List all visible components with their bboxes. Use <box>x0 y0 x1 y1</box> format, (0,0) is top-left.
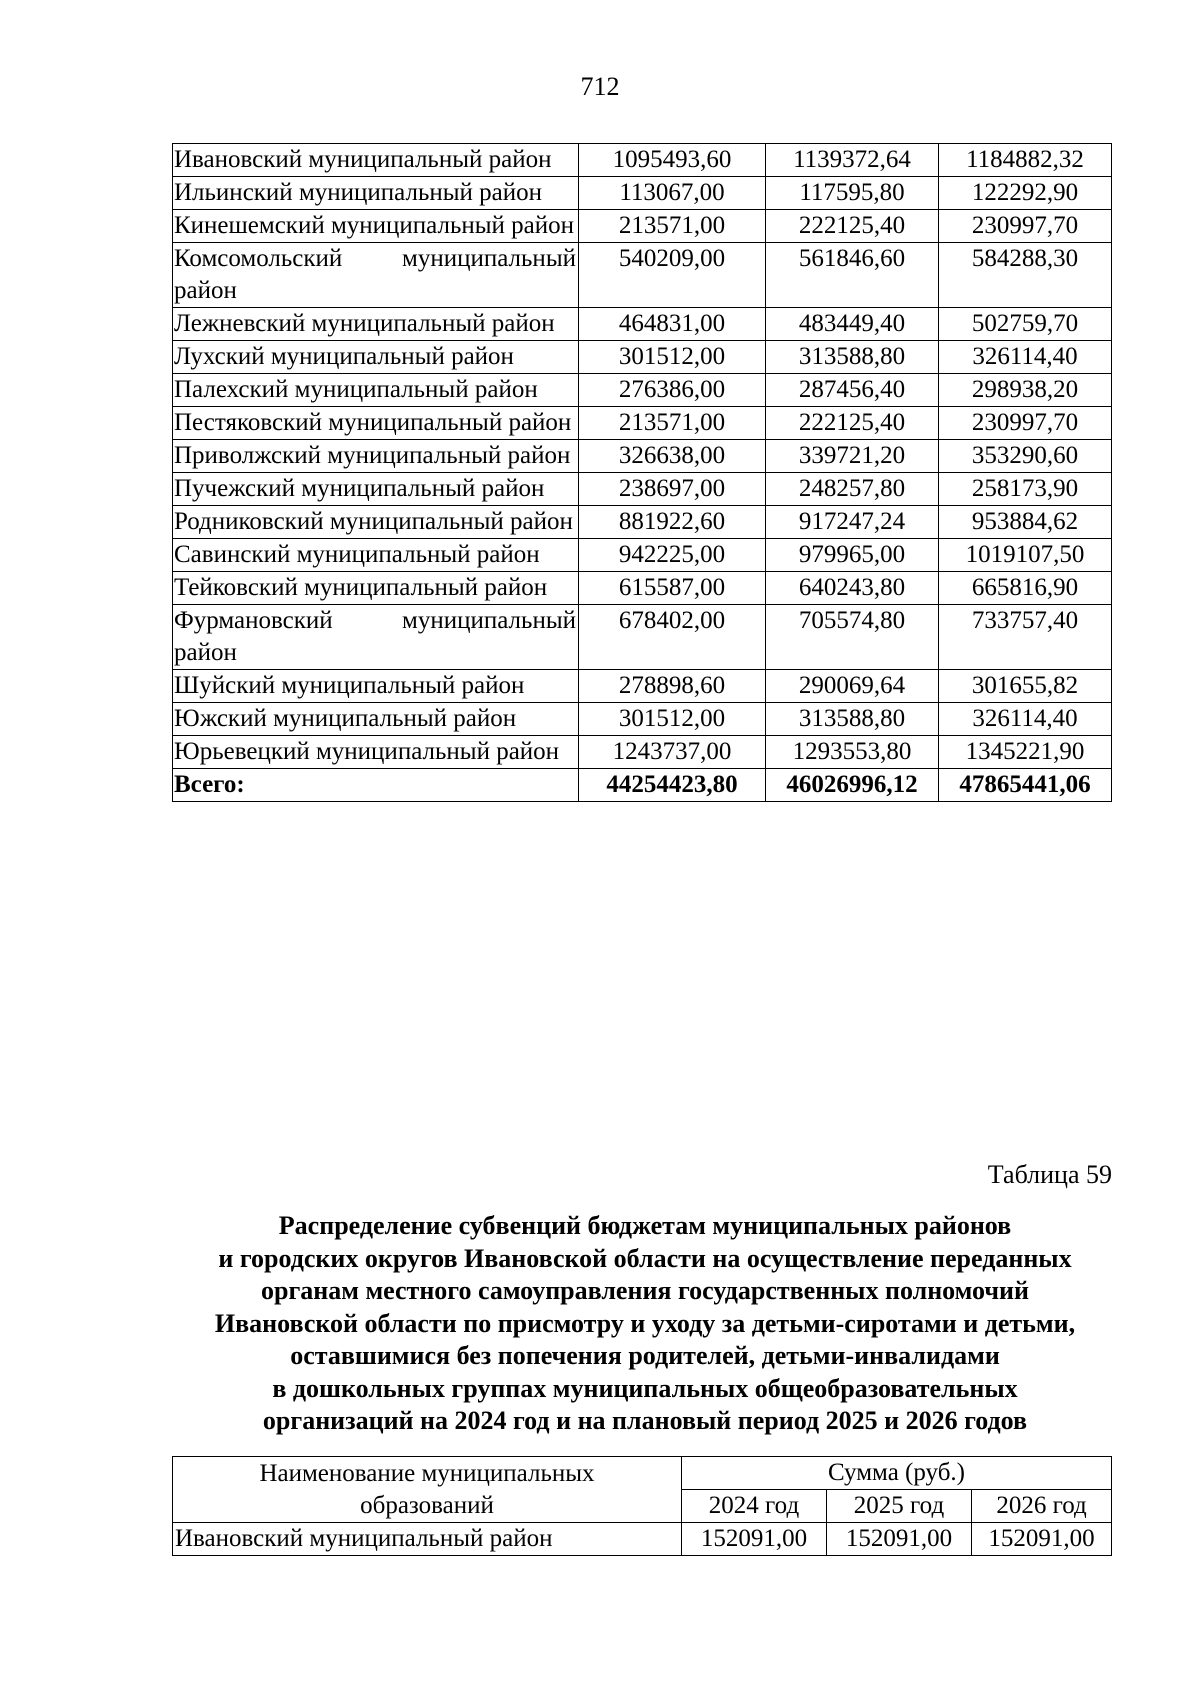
table-row <box>173 243 1112 308</box>
amount-2024-cell: 678402,00 <box>579 605 766 670</box>
total-label-cell: Всего: <box>173 769 579 802</box>
district-name-cell: Савинский муниципальный район <box>173 539 579 572</box>
table-header <box>173 1457 1112 1523</box>
amount-2024-cell: 213571,00 <box>579 210 766 243</box>
table-row <box>173 210 1112 243</box>
title-line: Ивановской области по присмотру и уходу за детьми-сиротами и детьми, <box>214 1308 1076 1338</box>
amount-2024-cell: 276386,00 <box>579 374 766 407</box>
table-title <box>140 1210 1150 1438</box>
total-2024-cell: 44254423,80 <box>579 769 766 802</box>
amount-2024-cell: 881922,60 <box>579 506 766 539</box>
district-name-cell: Комсомольский муниципальный район <box>173 243 579 308</box>
district-name-cell: Ивановский муниципальный район <box>173 144 579 177</box>
table-body <box>173 144 1112 802</box>
total-row <box>173 769 1112 802</box>
amount-2025-cell: 979965,00 <box>766 539 939 572</box>
amount-2025-cell: 1139372,64 <box>766 144 939 177</box>
amount-2025-cell: 917247,24 <box>766 506 939 539</box>
district-name-cell: Родниковский муниципальный район <box>173 506 579 539</box>
table-row <box>173 572 1112 605</box>
amount-2026-cell: 1345221,90 <box>939 736 1112 769</box>
total-2026-cell: 47865441,06 <box>939 769 1112 802</box>
amount-2024-cell: 213571,00 <box>579 407 766 440</box>
amount-2026-cell: 326114,40 <box>939 703 1112 736</box>
district-name-cell: Палехский муниципальный район <box>173 374 579 407</box>
district-name-cell: Южский муниципальный район <box>173 703 579 736</box>
amount-2025-cell: 117595,80 <box>766 177 939 210</box>
amount-2026-cell: 584288,30 <box>939 243 1112 308</box>
amount-2025-cell: 222125,40 <box>766 407 939 440</box>
title-line: в дошкольных группах муниципальных общеобразовательных <box>272 1373 1018 1403</box>
amount-2024-cell: 278898,60 <box>579 670 766 703</box>
header-year-2024: 2024 год <box>682 1490 827 1523</box>
title-line: органам местного самоуправления государственных полномочий <box>260 1276 1029 1305</box>
amount-2024-cell: 464831,00 <box>579 308 766 341</box>
amount-2024-cell: 301512,00 <box>579 341 766 374</box>
amount-2026-cell: 301655,82 <box>939 670 1112 703</box>
subvention-table-59 <box>172 1456 1112 1556</box>
table-row <box>173 374 1112 407</box>
amount-2025-cell: 313588,80 <box>766 703 939 736</box>
amount-2026-cell: 665816,90 <box>939 572 1112 605</box>
amount-2024-cell: 301512,00 <box>579 703 766 736</box>
amount-2026-cell: 953884,62 <box>939 506 1112 539</box>
title-line: организаций на 2024 год и на плановый период 2025 и 2026 годов <box>262 1406 1028 1435</box>
amount-2025-cell: 313588,80 <box>766 341 939 374</box>
amount-2026-cell: 230997,70 <box>939 407 1112 440</box>
amount-2026-cell: 353290,60 <box>939 440 1112 473</box>
amount-2026-cell: 502759,70 <box>939 308 1112 341</box>
amount-2024-cell: 238697,00 <box>579 473 766 506</box>
amount-2026-cell: 152091,00 <box>972 1523 1112 1556</box>
amount-2024-cell: 1095493,60 <box>579 144 766 177</box>
table-row <box>173 703 1112 736</box>
amount-2026-cell: 733757,40 <box>939 605 1112 670</box>
amount-2026-cell: 298938,20 <box>939 374 1112 407</box>
district-name-cell: Пестяковский муниципальный район <box>173 407 579 440</box>
district-name-cell: Фурмановский муниципальный район <box>173 605 579 670</box>
table-row <box>173 670 1112 703</box>
district-name-cell: Пучежский муниципальный район <box>173 473 579 506</box>
header-sum: Сумма (руб.) <box>682 1457 1112 1490</box>
title-line: и городских округов Ивановской области на осуществление переданных <box>218 1243 1072 1273</box>
amount-2024-cell: 615587,00 <box>579 572 766 605</box>
amount-2024-cell: 326638,00 <box>579 440 766 473</box>
amount-2025-cell: 248257,80 <box>766 473 939 506</box>
amount-2025-cell: 705574,80 <box>766 605 939 670</box>
title-line: Распределение субвенций бюджетам муниципальных районов <box>278 1211 1012 1240</box>
total-2025-cell: 46026996,12 <box>766 769 939 802</box>
amount-2026-cell: 230997,70 <box>939 210 1112 243</box>
table-row <box>173 736 1112 769</box>
amount-2025-cell: 561846,60 <box>766 243 939 308</box>
district-name-cell: Юрьевецкий муниципальный район <box>173 736 579 769</box>
amount-2025-cell: 1293553,80 <box>766 736 939 769</box>
district-name-cell: Лежневский муниципальный район <box>173 308 579 341</box>
amount-2025-cell: 290069,64 <box>766 670 939 703</box>
table-body <box>173 1523 1112 1556</box>
amount-2025-cell: 222125,40 <box>766 210 939 243</box>
table-row <box>173 177 1112 210</box>
amount-2025-cell: 152091,00 <box>827 1523 972 1556</box>
header-name: Наименование муниципальных образований <box>173 1457 682 1523</box>
amount-2024-cell: 942225,00 <box>579 539 766 572</box>
district-name-cell: Ильинский муниципальный район <box>173 177 579 210</box>
district-name-cell: Шуйский муниципальный район <box>173 670 579 703</box>
table-row <box>173 605 1112 670</box>
amount-2026-cell: 122292,90 <box>939 177 1112 210</box>
district-name-cell: Приволжский муниципальный район <box>173 440 579 473</box>
district-name-cell: Лухский муниципальный район <box>173 341 579 374</box>
table-row <box>173 308 1112 341</box>
amount-2026-cell: 326114,40 <box>939 341 1112 374</box>
title-line: оставшимися без попечения родителей, детьми-инвалидами <box>290 1341 1000 1370</box>
amount-2025-cell: 339721,20 <box>766 440 939 473</box>
amount-2026-cell: 1019107,50 <box>939 539 1112 572</box>
subvention-table-continued <box>172 143 1112 802</box>
amount-2024-cell: 540209,00 <box>579 243 766 308</box>
amount-2025-cell: 287456,40 <box>766 374 939 407</box>
table-row <box>173 341 1112 374</box>
table-caption: Таблица 59 <box>987 1160 1112 1189</box>
district-name-cell: Ивановский муниципальный район <box>173 1523 682 1556</box>
amount-2026-cell: 258173,90 <box>939 473 1112 506</box>
table-row <box>173 473 1112 506</box>
amount-2024-cell: 113067,00 <box>579 177 766 210</box>
district-name-cell: Тейковский муниципальный район <box>173 572 579 605</box>
header-year-2025: 2025 год <box>827 1490 972 1523</box>
table-row <box>173 144 1112 177</box>
amount-2024-cell: 1243737,00 <box>579 736 766 769</box>
amount-2026-cell: 1184882,32 <box>939 144 1112 177</box>
amount-2025-cell: 640243,80 <box>766 572 939 605</box>
table-row <box>173 1523 1112 1556</box>
table-row <box>173 506 1112 539</box>
table-row <box>173 539 1112 572</box>
table-row <box>173 440 1112 473</box>
district-name-cell: Кинешемский муниципальный район <box>173 210 579 243</box>
amount-2025-cell: 483449,40 <box>766 308 939 341</box>
page-number: 712 <box>580 72 620 101</box>
table-row <box>173 407 1112 440</box>
amount-2024-cell: 152091,00 <box>682 1523 827 1556</box>
header-year-2026: 2026 год <box>972 1490 1112 1523</box>
